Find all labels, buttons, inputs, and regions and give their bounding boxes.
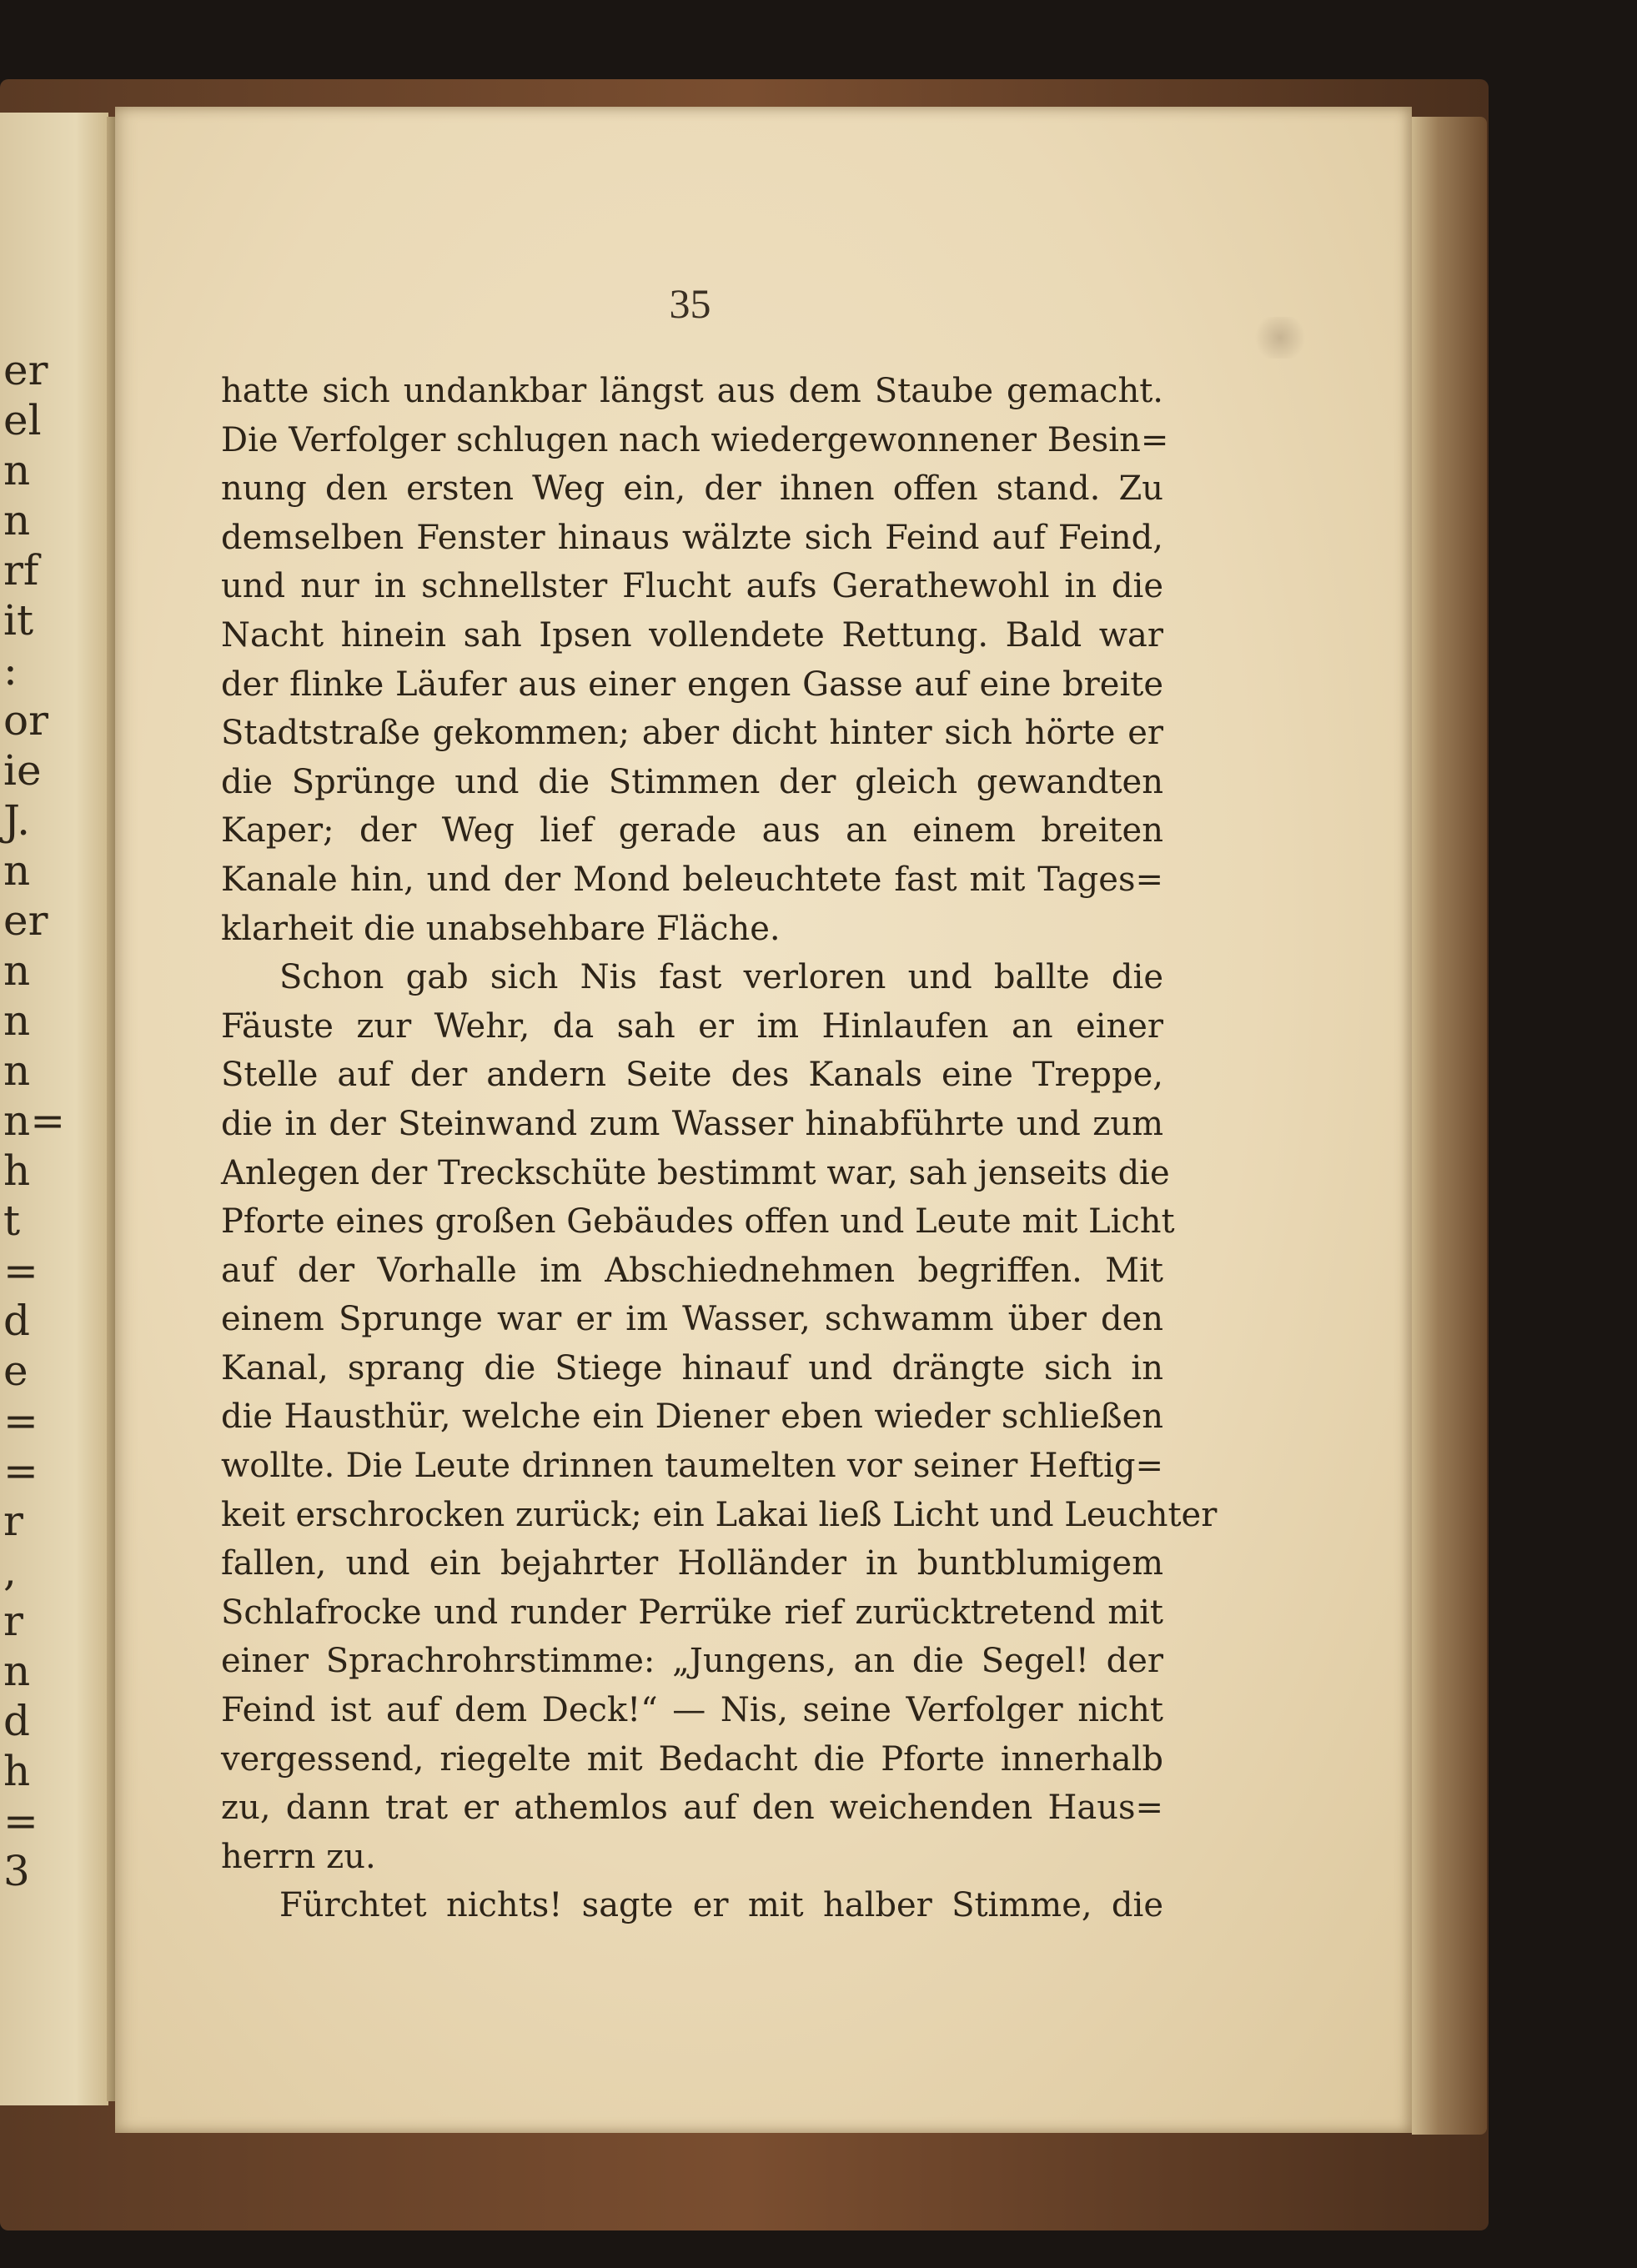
left-page-fragment: or [3,696,49,745]
text-line: Feind ist auf dem Deck!“ — Nis, seine Verfolger nicht [221,1691,1163,1730]
left-page-fragment: el [3,396,42,444]
left-page-fragment: er [3,896,48,945]
left-page-fragment: 3 [3,1847,30,1895]
text-line: einem Sprunge war er im Wasser, schwamm über den [221,1300,1163,1339]
text-line: Fürchtet nichts! sagte er mit halber Stimme, die [279,1886,1163,1925]
text-line: klarheit die unabsehbare Fläche. [221,909,781,948]
left-page-fragment: n [3,446,31,494]
left-page-fragment: = [3,1797,38,1845]
text-line: Schlafrocke und runder Perrüke rief zurücktretend mit [221,1593,1163,1632]
text-line: und nur in schnellster Flucht aufs Gerathewohl in die [221,567,1163,606]
left-page-fragment: = [3,1447,38,1495]
text-line: die in der Steinwand zum Wasser hinabführte und zum [221,1104,1163,1143]
left-page-fragment: d [3,1697,31,1745]
text-line: zu, dann trat er athemlos auf den weichenden Haus= [221,1789,1163,1828]
left-page-fragment: h [3,1147,31,1195]
text-line: Kanal, sprang die Stiege hinauf und drängte sich in [221,1348,1163,1387]
left-page-fragment: r [3,1497,23,1545]
text-line: Kanale hin, und der Mond beleuchtete fast mit Tages= [221,860,1163,899]
left-page-fragment: = [3,1397,38,1445]
left-page-fragment: n [3,996,31,1045]
text-line: vergessend, riegelte mit Bedacht die Pforte innerhalb [221,1739,1163,1779]
text-line: Anlegen der Treckschüte bestimmt war, sah jenseits die [221,1153,1170,1192]
left-page-fragment: ie [3,746,42,795]
left-page-fragment: n [3,1046,31,1095]
left-page-fragment: d [3,1297,31,1345]
left-page-fragment: r [3,1597,23,1645]
left-page-fragment: rf [3,546,39,595]
text-line: fallen, und ein bejahrter Holländer in buntblumigem [221,1544,1163,1583]
text-line: herrn zu. [221,1837,376,1876]
body-text [221,367,1218,1930]
text-line: Stelle auf der andern Seite des Kanals eine Treppe, [221,1056,1163,1095]
left-page-fragment: n [3,496,31,544]
left-page-fragment: n [3,846,31,895]
left-page [0,113,108,2105]
text-line: hatte sich undankbar längst aus dem Staube gemacht. [221,372,1163,410]
text-line: wollte. Die Leute drinnen taumelten vor seiner Heftig= [221,1447,1163,1486]
text-line: Die Verfolger schlugen nach wiedergewonnener Besin= [221,420,1169,459]
text-line: auf der Vorhalle im Abschiednehmen begriffen. Mit [221,1251,1163,1290]
text-line: Kaper; der Weg lief gerade aus an einem breiten [221,811,1163,850]
left-page-fragment: e [3,1347,28,1395]
text-line: demselben Fenster hinaus wälzte sich Feind auf Feind, [221,518,1163,557]
left-page-fragment: J. [3,796,31,845]
text-line: einer Sprachrohrstimme: „Jungens, an die Segel! der [221,1642,1163,1681]
left-page-fragment: , [3,1547,17,1595]
text-line: die Sprünge und die Stimmen der gleich gewandten [221,762,1163,801]
page-edge [1412,117,1487,2135]
text-line: der flinke Läufer aus einer engen Gasse auf eine breite [221,665,1163,704]
left-page-fragment: n [3,946,31,995]
text-line: Nacht hinein sah Ipsen vollendete Rettung. Bald war [221,615,1163,655]
left-page-fragment: n [3,1647,31,1695]
text-line: Pforte eines großen Gebäudes offen und Leute mit Licht [221,1202,1175,1242]
text-line: Stadtstraße gekommen; aber dicht hinter sich hörte er [221,714,1163,753]
left-page-fragment: h [3,1747,31,1795]
text-line: Fäuste zur Wehr, da sah er im Hinlaufen an einer [221,1006,1163,1046]
text-line: keit erschrocken zurück; ein Lakai ließ Licht und Leuchter [221,1495,1218,1534]
left-page-fragment: t [3,1197,21,1245]
left-page-fragment: n= [3,1096,66,1145]
left-page-fragment: : [3,646,18,695]
text-line: die Hausthür, welche ein Diener eben wieder schließen [221,1397,1163,1437]
left-page-fragment: er [3,346,48,394]
page-number: 35 [669,280,711,327]
left-page-fragment: = [3,1247,38,1295]
left-page-fragment: it [3,596,34,645]
text-line: nung den ersten Weg ein, der ihnen offen stand. Zu [221,469,1163,509]
text-line: Schon gab sich Nis fast verloren und ballte die [279,958,1163,997]
